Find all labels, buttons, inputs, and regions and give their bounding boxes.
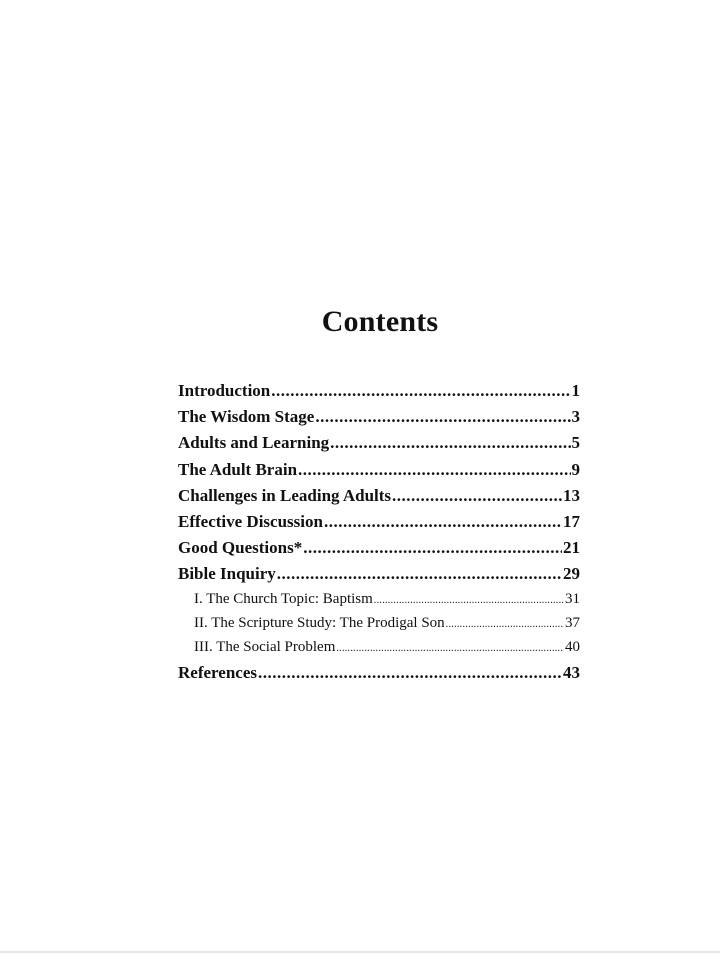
toc-entry-wisdom-stage bbox=[178, 407, 580, 433]
toc-entry-title: Effective Discussion bbox=[178, 511, 323, 531]
dot-leader bbox=[336, 643, 564, 654]
toc-entry-introduction bbox=[178, 381, 580, 407]
toc-entry-title: The Wisdom Stage bbox=[178, 407, 315, 427]
toc-page-number: 37 bbox=[565, 614, 580, 631]
toc-entry-good-questions bbox=[178, 538, 580, 564]
toc-subentry-church-topic bbox=[178, 591, 580, 615]
toc-page-number: 1 bbox=[571, 381, 580, 400]
toc-entry-title: Challenges in Leading Adults bbox=[178, 485, 392, 505]
page-title: Contents bbox=[321, 305, 439, 338]
toc-page-number: 13 bbox=[563, 485, 580, 505]
toc-entry-title: III. The Social Problem bbox=[194, 638, 336, 655]
page-bottom-edge bbox=[0, 951, 720, 953]
dot-leader bbox=[446, 619, 564, 630]
toc-entry-challenges bbox=[178, 486, 580, 512]
table-of-contents bbox=[178, 381, 580, 689]
dot-leader bbox=[303, 538, 562, 558]
toc-entry-title: The Adult Brain bbox=[178, 459, 298, 479]
toc-page-number: 43 bbox=[563, 662, 580, 682]
toc-subentry-social-problem bbox=[178, 639, 580, 663]
toc-page-number: 21 bbox=[563, 538, 580, 558]
toc-entry-title: II. The Scripture Study: The Prodigal Son bbox=[194, 614, 445, 631]
toc-page-number: 17 bbox=[563, 511, 580, 531]
toc-entry-effective-discussion bbox=[178, 512, 580, 538]
toc-entry-title: Introduction bbox=[178, 381, 271, 400]
toc-entry-title: Adults and Learning bbox=[178, 433, 330, 453]
dot-leader bbox=[324, 512, 562, 532]
dot-leader bbox=[277, 564, 562, 584]
toc-page-number: 29 bbox=[563, 564, 580, 584]
dot-leader bbox=[271, 381, 570, 401]
dot-leader bbox=[315, 407, 570, 427]
toc-page-number: 40 bbox=[565, 638, 580, 655]
toc-page-number: 9 bbox=[571, 459, 580, 479]
toc-entry-title: I. The Church Topic: Baptism bbox=[194, 590, 373, 607]
toc-entry-title: Bible Inquiry bbox=[178, 564, 276, 584]
toc-entry-title: Good Questions* bbox=[178, 538, 303, 558]
toc-page-number: 31 bbox=[565, 590, 580, 607]
toc-entry-bible-inquiry bbox=[178, 564, 580, 590]
dot-leader bbox=[298, 460, 570, 480]
toc-subentry-scripture-study bbox=[178, 615, 580, 639]
toc-entry-adults-and-learning bbox=[178, 433, 580, 459]
dot-leader bbox=[258, 663, 562, 683]
dot-leader bbox=[392, 486, 562, 506]
toc-page-number: 5 bbox=[571, 433, 580, 453]
toc-entry-adult-brain bbox=[178, 460, 580, 486]
dot-leader bbox=[330, 433, 570, 453]
toc-page-number: 3 bbox=[571, 407, 580, 427]
toc-entry-title: References bbox=[178, 662, 257, 682]
dot-leader bbox=[374, 595, 564, 606]
toc-entry-references bbox=[178, 663, 580, 689]
